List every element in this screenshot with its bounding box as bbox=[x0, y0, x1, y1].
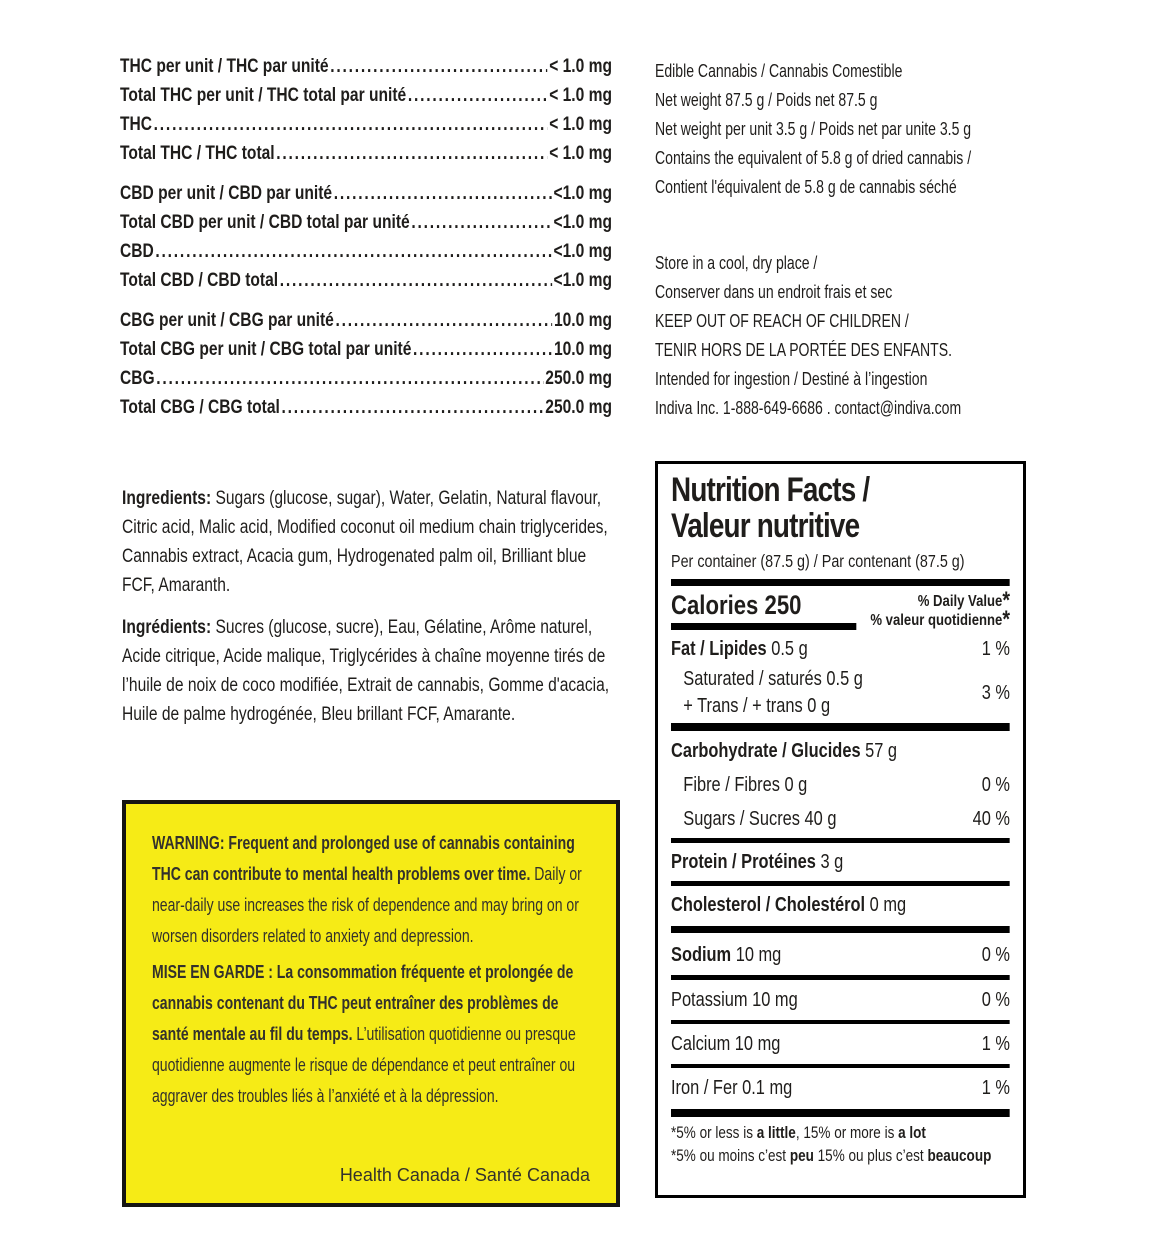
warning-paragraph-french bbox=[152, 957, 590, 1112]
cannabinoid-label: CBD bbox=[120, 241, 154, 262]
dot-leader bbox=[276, 139, 547, 168]
nutrition-title-line1: Nutrition Facts / bbox=[671, 471, 870, 509]
saturated-line: Saturated / saturés 0.5 g bbox=[683, 668, 863, 690]
warning-bold-english: WARNING: Frequent and prolonged use of cannabis containing THC can contribute to mental health problems over time. bbox=[152, 833, 575, 884]
calcium-label: Calcium 10 mg bbox=[671, 1033, 781, 1055]
info-line: Net weight 87.5 g / Poids net 87.5 g bbox=[655, 90, 878, 110]
product-info bbox=[655, 57, 1055, 202]
potassium-row bbox=[671, 982, 1010, 1018]
warning-rest-english: Daily or near-daily use increases the risk of dependence and may bring on or worsen disorders related to anxiety and depression. bbox=[152, 864, 582, 946]
serving-size: Per container (87.5 g) / Par contenant (87.5 g) bbox=[671, 551, 965, 571]
warning-rest-french: L’utilisation quotidienne ou presque quotidienne augmente le risque de dépendance et peut entraîner ou aggraver des troubles liés à l’anxiété et à la dépression. bbox=[152, 1024, 576, 1106]
footnote-bold: a lot bbox=[898, 1124, 926, 1142]
cannabinoid-row bbox=[120, 306, 612, 335]
sodium-amount: 10 mg bbox=[731, 944, 782, 966]
footnote-bold: peu bbox=[789, 1147, 814, 1165]
ingredients-text: Sucres (glucose, sucre), Eau, Gélatine, Arôme naturel, Acide citrique, Acide malique, Triglycérides à chaîne moyenne tirés de l’huile de noix de coco modifiée, Extrait de cannabis, Gomme d'acacia, Huile de palme hydrogénée, Bleu brillant FCF, Amarante. bbox=[122, 617, 610, 725]
cannabinoid-row bbox=[120, 110, 612, 139]
cannabinoid-value: 10.0 mg bbox=[553, 310, 612, 331]
calcium-row bbox=[671, 1026, 1010, 1062]
iron-row bbox=[671, 1070, 1010, 1106]
carbohydrate-label: Carbohydrate / Glucides bbox=[671, 740, 861, 762]
footnote-text: , 15% or more is bbox=[795, 1124, 899, 1142]
cannabinoid-label: THC per unit / THC par unité bbox=[120, 56, 329, 77]
fibre-label: Fibre / Fibres 0 g bbox=[683, 774, 808, 796]
footnote-text: *5% or less is bbox=[671, 1124, 757, 1142]
calcium-dv: 1 % bbox=[981, 1033, 1010, 1055]
footnote-french bbox=[671, 1145, 1010, 1168]
asterisk: * bbox=[1002, 606, 1010, 633]
divider bbox=[671, 1020, 1010, 1024]
cannabinoid-label: THC bbox=[120, 114, 153, 135]
dot-leader bbox=[281, 393, 543, 422]
cannabinoid-row bbox=[120, 179, 612, 208]
potassium-label: Potassium 10 mg bbox=[671, 989, 798, 1011]
dot-leader bbox=[154, 110, 548, 139]
info-line: Net weight per unit 3.5 g / Poids net par unite 3.5 g bbox=[655, 119, 972, 139]
cannabinoid-value: < 1.0 mg bbox=[549, 56, 612, 77]
cannabinoid-row bbox=[120, 237, 612, 266]
sodium-label: Sodium bbox=[671, 944, 732, 966]
fat-row bbox=[671, 632, 1010, 666]
nutrition-title bbox=[671, 472, 1010, 544]
storage-info bbox=[655, 249, 1055, 423]
sugars-dv: 40 % bbox=[972, 808, 1010, 830]
divider bbox=[671, 881, 1010, 886]
warning-paragraph-english bbox=[152, 828, 590, 952]
footnote-text: *5% ou moins c’est bbox=[671, 1147, 790, 1165]
info-line: Edible Cannabis / Cannabis Comestible bbox=[655, 61, 903, 81]
potassium-dv: 0 % bbox=[981, 989, 1010, 1011]
cannabinoid-value: <1.0 mg bbox=[553, 270, 612, 291]
cannabinoid-label: CBG bbox=[120, 368, 155, 389]
info-line: Contains the equivalent of 5.8 g of dried cannabis / bbox=[655, 148, 972, 168]
cannabinoid-value: <1.0 mg bbox=[553, 212, 612, 233]
dot-leader bbox=[280, 266, 552, 295]
iron-dv: 1 % bbox=[981, 1077, 1010, 1099]
fat-dv: 1 % bbox=[981, 638, 1010, 660]
info-line: TENIR HORS DE LA PORTÉE DES ENFANTS. bbox=[655, 340, 952, 360]
iron-label: Iron / Fer 0.1 mg bbox=[671, 1077, 793, 1099]
cannabinoid-value: 10.0 mg bbox=[553, 339, 612, 360]
sodium-row bbox=[671, 937, 1010, 973]
cannabinoid-label: CBD per unit / CBD par unité bbox=[120, 183, 333, 204]
cannabinoid-label: Total CBG per unit / CBG total par unité bbox=[120, 339, 412, 360]
divider bbox=[671, 975, 1010, 980]
cannabinoid-row bbox=[120, 208, 612, 237]
cannabinoid-label: CBG per unit / CBG par unité bbox=[120, 310, 334, 331]
ingredients-lead: Ingrédients: bbox=[122, 617, 212, 638]
dot-leader bbox=[413, 335, 552, 364]
cannabinoid-value: <1.0 mg bbox=[553, 241, 612, 262]
nutrition-title-line2: Valeur nutritive bbox=[671, 507, 860, 545]
cannabinoid-row bbox=[120, 393, 612, 422]
protein-row bbox=[671, 845, 1010, 879]
saturated-fat-block bbox=[671, 666, 1010, 720]
info-line: KEEP OUT OF REACH OF CHILDREN / bbox=[655, 311, 909, 331]
ingredients-lead: Ingredients: bbox=[122, 488, 212, 509]
fibre-row bbox=[671, 768, 1010, 802]
cannabinoid-row bbox=[120, 364, 612, 393]
contact-line: Indiva Inc. 1-888-649-6686 . contact@indiva.com bbox=[655, 398, 962, 418]
protein-label: Protein / Protéines bbox=[671, 851, 816, 873]
cannabinoid-label: Total CBG / CBG total bbox=[120, 397, 280, 418]
dv-header-en: % Daily Value bbox=[917, 593, 1003, 610]
fibre-dv: 0 % bbox=[981, 774, 1010, 796]
saturated-dv: 3 % bbox=[981, 681, 1010, 704]
cannabinoid-table bbox=[120, 52, 612, 422]
divider-thick bbox=[671, 723, 1010, 731]
cannabinoid-row bbox=[120, 52, 612, 81]
footnote-bold: a little bbox=[756, 1124, 796, 1142]
daily-value-header bbox=[870, 587, 1010, 633]
cannabinoid-row bbox=[120, 335, 612, 364]
divider-thick bbox=[671, 926, 1010, 933]
divider-thick bbox=[671, 1109, 1010, 1117]
ingredients-text: Sugars (glucose, sugar), Water, Gelatin, Natural flavour, Citric acid, Malic acid, Modified coconut oil medium chain triglycerides, Cannabis extract, Acacia gum, Hydrogenated palm oil, Brilliant blue FCF, Amaranth. bbox=[122, 488, 608, 596]
cannabinoid-label: Total THC / THC total bbox=[120, 143, 275, 164]
calories-block bbox=[671, 587, 1010, 633]
info-line: Store in a cool, dry place / bbox=[655, 253, 818, 273]
divider bbox=[671, 838, 1010, 843]
sugars-row bbox=[671, 802, 1010, 836]
ingredients-french bbox=[122, 613, 619, 729]
dot-leader bbox=[330, 52, 547, 81]
sodium-dv: 0 % bbox=[981, 944, 1010, 966]
dv-header-fr: % valeur quotidienne bbox=[870, 612, 1003, 629]
cannabinoid-value: 250.0 mg bbox=[545, 397, 612, 418]
fat-amount: 0.5 g bbox=[766, 638, 808, 660]
cannabinoid-value: < 1.0 mg bbox=[549, 143, 612, 164]
ingredients-english bbox=[122, 484, 619, 600]
info-line: Contient l'équivalent de 5.8 g de cannabis séché bbox=[655, 177, 957, 197]
cannabinoid-value: <1.0 mg bbox=[553, 183, 612, 204]
health-canada-credit: Health Canada / Santé Canada bbox=[339, 1165, 590, 1185]
info-line: Intended for ingestion / Destiné à l’ingestion bbox=[655, 369, 928, 389]
divider bbox=[671, 1064, 1010, 1068]
cannabinoid-label: Total CBD / CBD total bbox=[120, 270, 279, 291]
calories-underbar bbox=[671, 623, 856, 630]
sugars-label: Sugars / Sucres 40 g bbox=[683, 808, 837, 830]
cannabinoid-row bbox=[120, 266, 612, 295]
health-warning-box bbox=[122, 800, 620, 1207]
cannabinoid-row bbox=[120, 81, 612, 110]
calories-value: Calories 250 bbox=[671, 590, 802, 620]
cannabinoid-label: Total CBD per unit / CBD total par unité bbox=[120, 212, 410, 233]
cannabinoid-row bbox=[120, 139, 612, 168]
dot-leader bbox=[408, 81, 548, 110]
protein-amount: 3 g bbox=[815, 851, 844, 873]
cannabinoid-value: 250.0 mg bbox=[545, 368, 612, 389]
carbohydrate-row bbox=[671, 734, 1010, 768]
dot-leader bbox=[334, 179, 552, 208]
footnote-english bbox=[671, 1122, 1010, 1145]
footnote-text: 15% ou plus c’est bbox=[813, 1147, 928, 1165]
footnote-bold: beaucoup bbox=[927, 1147, 992, 1165]
warning-bold-french: MISE EN GARDE : La consommation fréquente et prolongée de cannabis contenant du THC peut entraîner des problèmes de santé mentale au fil du temps. bbox=[152, 962, 574, 1044]
divider-thick bbox=[671, 579, 1010, 586]
cholesterol-amount: 0 mg bbox=[865, 894, 907, 916]
asterisk: * bbox=[1002, 587, 1010, 614]
trans-line: + Trans / + trans 0 g bbox=[683, 695, 831, 717]
carbohydrate-amount: 57 g bbox=[860, 740, 898, 762]
cannabinoid-value: < 1.0 mg bbox=[549, 114, 612, 135]
info-line: Conserver dans un endroit frais et sec bbox=[655, 282, 893, 302]
cholesterol-label: Cholesterol / Cholestérol bbox=[671, 894, 866, 916]
nutrition-facts-panel bbox=[655, 461, 1026, 1198]
cannabinoid-value: < 1.0 mg bbox=[549, 85, 612, 106]
dot-leader bbox=[155, 237, 551, 266]
dot-leader bbox=[335, 306, 552, 335]
fat-label: Fat / Lipides bbox=[671, 638, 767, 660]
cholesterol-row bbox=[671, 888, 1010, 922]
dot-leader bbox=[411, 208, 552, 237]
cannabinoid-label: Total THC per unit / THC total par unité bbox=[120, 85, 407, 106]
dot-leader bbox=[156, 364, 543, 393]
